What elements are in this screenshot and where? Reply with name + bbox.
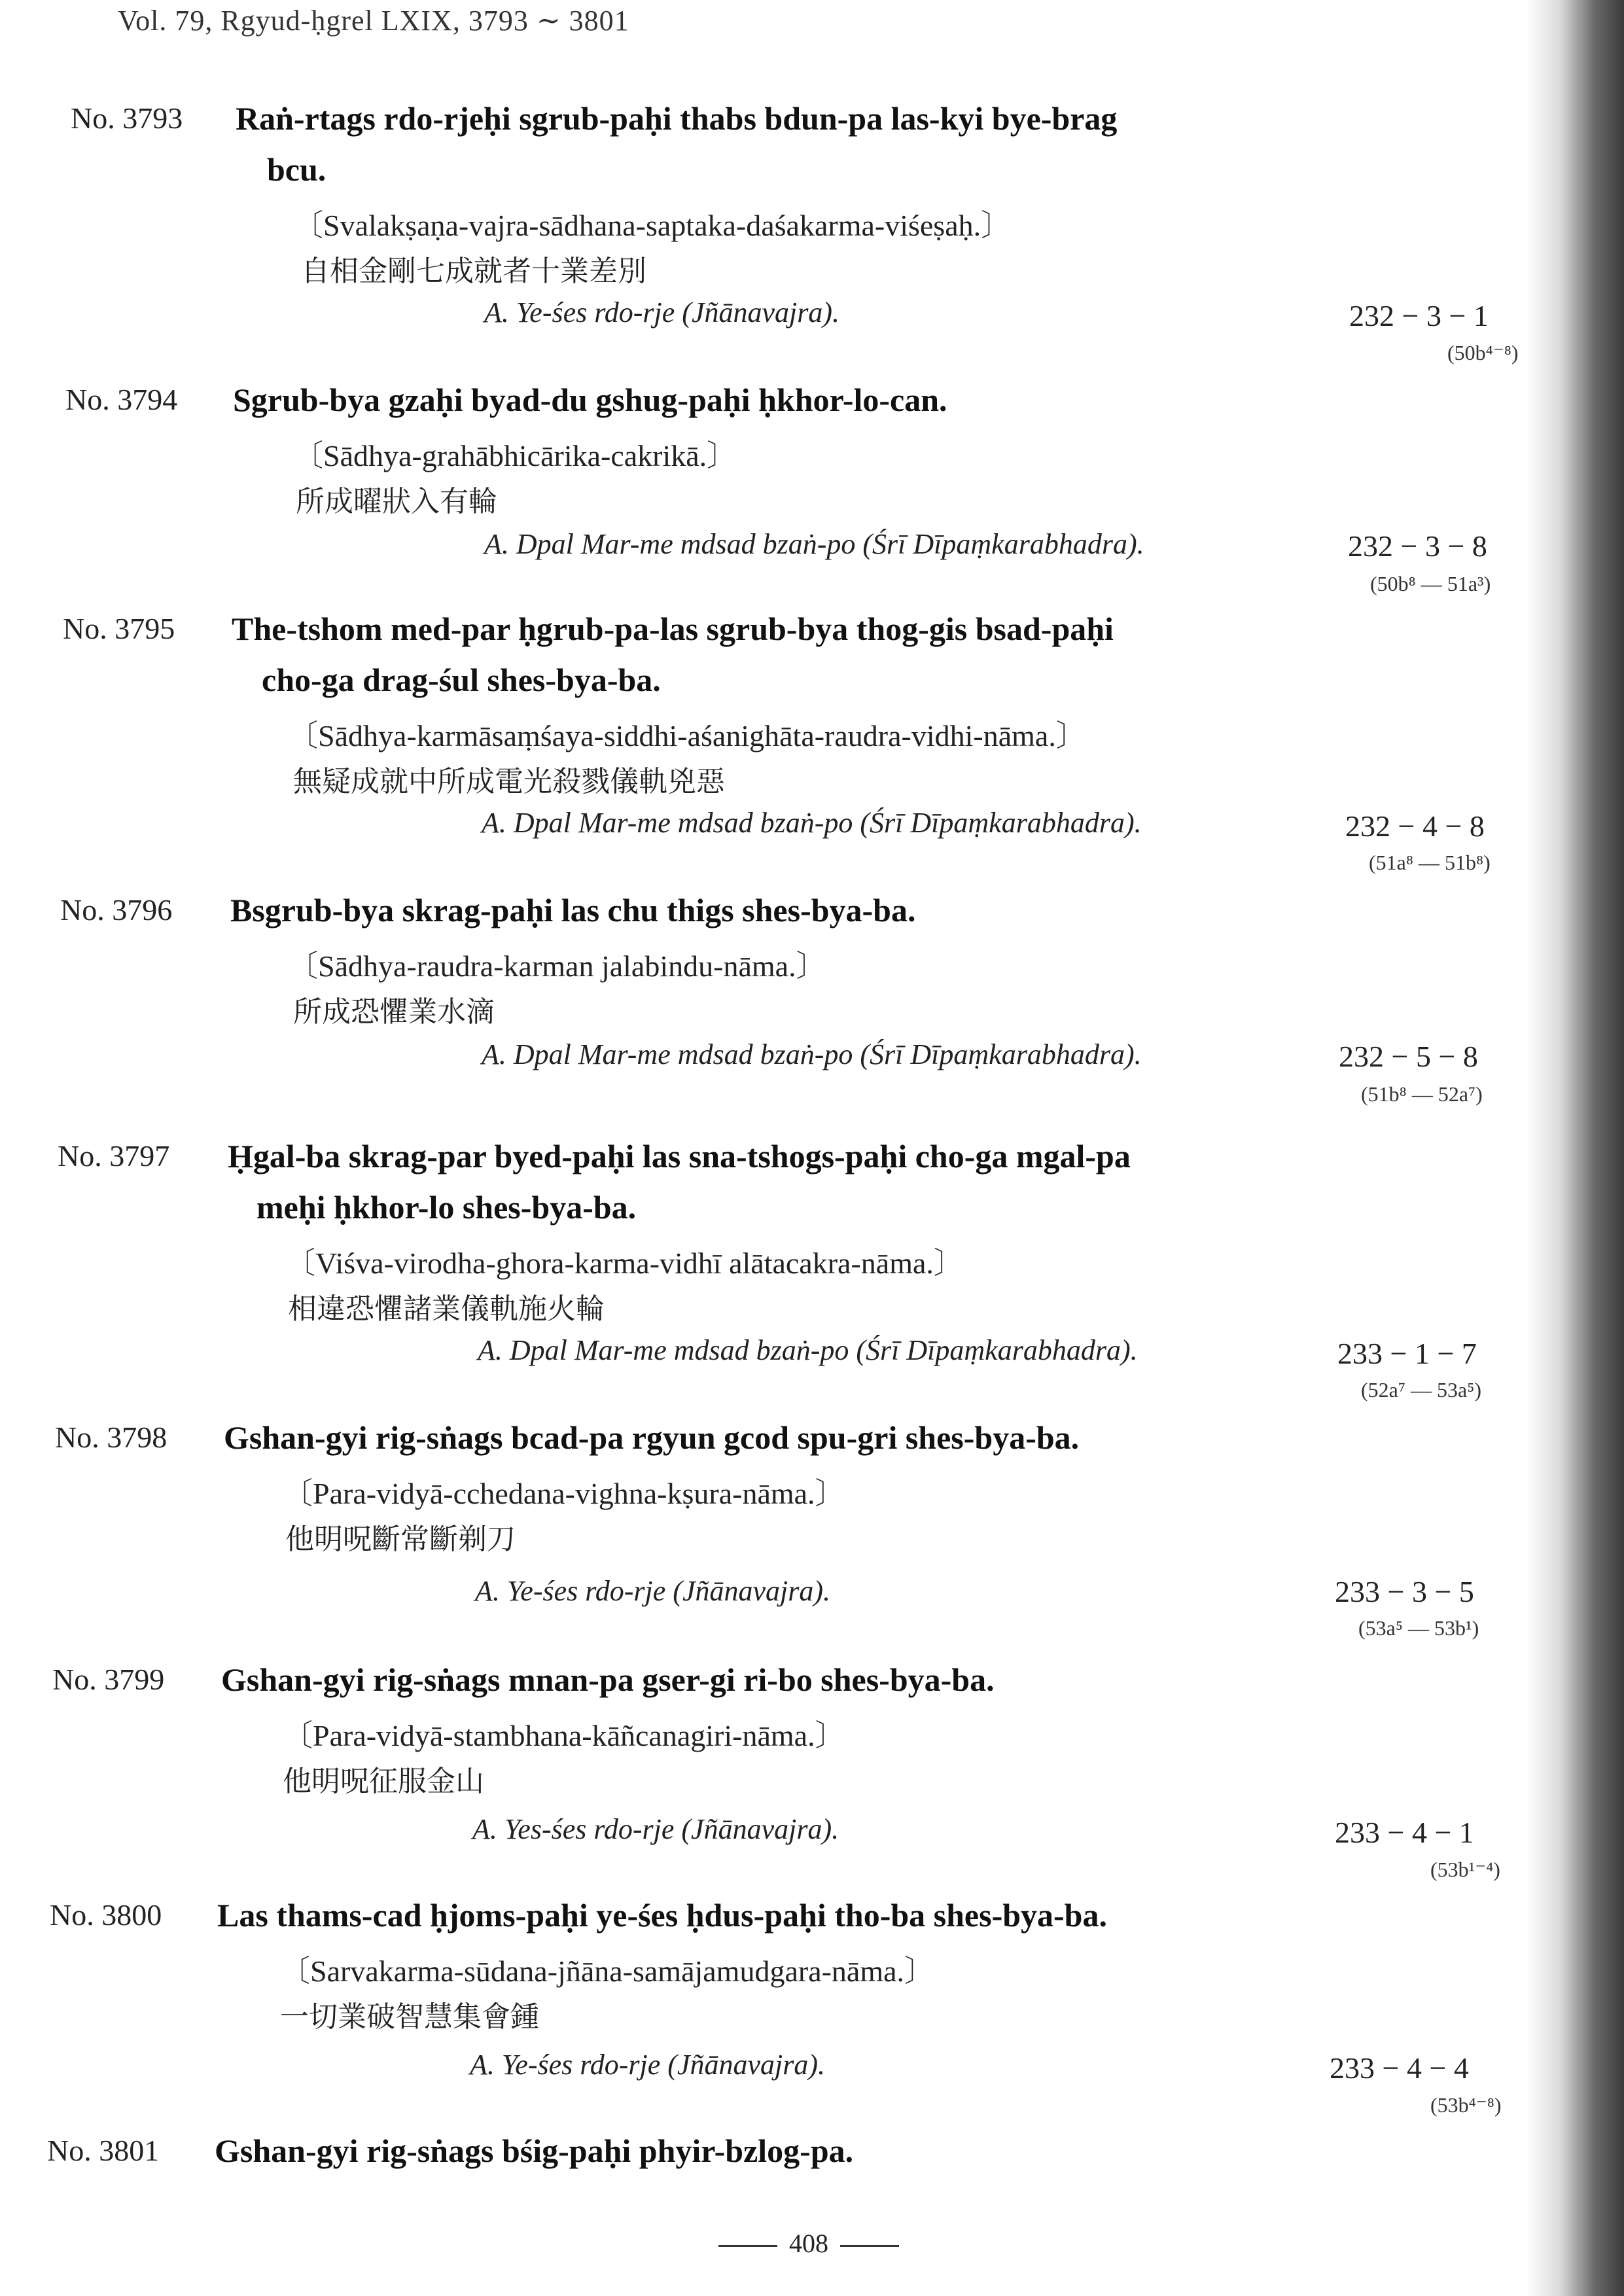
author-line: A. Ye-śes rdo-rje (Jñānavajra). bbox=[475, 1575, 830, 1607]
catalog-reference: 233 − 3 − 5 bbox=[1335, 1575, 1474, 1608]
sanskrit-title: 〔Sādhya-grahābhicārika-cakrikā.〕 bbox=[293, 439, 737, 472]
entry-title: Gshan-gyi rig-sṅags bcad-pa rgyun gcod spu-gri shes-bya-ba. bbox=[224, 1419, 1080, 1456]
entry-title: Las thams-cad ḥjoms-paḥi ye-śes ḥdus-paḥi tho-ba shes-bya-ba. bbox=[217, 1897, 1107, 1934]
entry-title: The-tshom med-par ḥgrub-pa-las sgrub-bya thog-gis bsad-paḥi bbox=[232, 610, 1114, 647]
folio-range: (51a⁸ — 51b⁸) bbox=[1369, 851, 1491, 874]
entry-number: No. 3794 bbox=[65, 383, 178, 416]
sanskrit-title: 〔Svalakṣaṇa-vajra-sādhana-saptaka-daśakarma-viśeṣaḥ.〕 bbox=[293, 209, 1012, 242]
catalog-reference: 232 − 3 − 8 bbox=[1348, 529, 1487, 563]
sanskrit-title: 〔Para-vidyā-stambhana-kāñcanagiri-nāma.〕 bbox=[283, 1719, 845, 1752]
entry-number: No. 3801 bbox=[47, 2134, 160, 2167]
entry-number: No. 3798 bbox=[55, 1421, 168, 1454]
entry-title: Sgrub-bya gzaḥi byad-du gshug-paḥi ḥkhor-lo-can. bbox=[233, 381, 947, 418]
catalog-reference: 233 − 4 − 1 bbox=[1335, 1816, 1474, 1849]
page-number-text: 408 bbox=[789, 2229, 828, 2258]
entry-number: No. 3795 bbox=[63, 612, 175, 645]
entry-title: Bsgrub-bya skrag-paḥi las chu thigs shes-bya-ba. bbox=[230, 892, 916, 928]
author-line: A. Dpal Mar-me mdsad bzaṅ-po (Śrī Dīpaṃkarabhadra). bbox=[484, 528, 1144, 560]
scanned-page-edge bbox=[1526, 0, 1624, 2296]
catalog-reference: 233 − 4 − 4 bbox=[1330, 2051, 1469, 2085]
author-line: A. Dpal Mar-me mdsad bzaṅ-po (Śrī Dīpaṃkarabhadra). bbox=[482, 1038, 1142, 1070]
folio-range: (53b⁴⁻⁸) bbox=[1430, 2093, 1502, 2117]
entry-number: No. 3797 bbox=[58, 1139, 170, 1173]
entry-title-continued: cho-ga drag-śul shes-bya-ba. bbox=[262, 662, 661, 698]
sanskrit-title: 〔Viśva-virodha-ghora-karma-vidhī alātacakra-nāma.〕 bbox=[285, 1246, 964, 1280]
entry-title-continued: meḥi ḥkhor-lo shes-bya-ba. bbox=[256, 1189, 637, 1226]
entry-title: Raṅ-rtags rdo-rjeḥi sgrub-paḥi thabs bdun-pa las-kyi bye-brag bbox=[236, 100, 1118, 137]
sanskrit-title: 〔Para-vidyā-cchedana-vighna-kṣura-nāma.〕 bbox=[283, 1477, 845, 1510]
page-number-dash-left bbox=[718, 2245, 777, 2247]
catalog-reference: 232 − 5 − 8 bbox=[1339, 1040, 1478, 1073]
chinese-title: 一切業破智慧集會鍾 bbox=[280, 2000, 539, 2034]
entry-title: Gshan-gyi rig-sṅags mnan-pa gser-gi ri-bo shes-bya-ba. bbox=[221, 1661, 995, 1698]
chinese-title: 所成恐懼業水滴 bbox=[293, 995, 495, 1029]
folio-range: (52a⁷ — 53a⁵) bbox=[1361, 1378, 1482, 1402]
sanskrit-title: 〔Sādhya-raudra-karman jalabindu-nāma.〕 bbox=[288, 949, 826, 983]
entry-title-continued: bcu. bbox=[267, 151, 327, 188]
author-line: A. Ye-śes rdo-rje (Jñānavajra). bbox=[484, 296, 839, 328]
entry-title: Ḥgal-ba skrag-par byed-paḥi las sna-tshogs-paḥi cho-ga mgal-pa bbox=[228, 1138, 1131, 1174]
entry-number: No. 3796 bbox=[60, 893, 173, 927]
chinese-title: 所成曜狀入有輪 bbox=[296, 485, 497, 518]
folio-range: (53a⁵ — 53b¹) bbox=[1358, 1616, 1479, 1640]
page-number-dash-right bbox=[840, 2245, 899, 2247]
page-number bbox=[707, 2228, 911, 2259]
catalog-reference: 232 − 4 − 8 bbox=[1345, 809, 1485, 843]
folio-range: (53b¹⁻⁴) bbox=[1430, 1858, 1500, 1881]
chinese-title: 他明呪斷常斷剃刀 bbox=[285, 1523, 516, 1556]
chinese-title: 無疑成就中所成電光殺戮儀軌兇惡 bbox=[293, 765, 725, 798]
entry-title: Gshan-gyi rig-sṅags bśig-paḥi phyir-bzlog-pa. bbox=[215, 2132, 854, 2169]
catalog-reference: 233 − 1 − 7 bbox=[1337, 1337, 1477, 1370]
author-line: A. Ye-śes rdo-rje (Jñānavajra). bbox=[470, 2049, 825, 2081]
chinese-title: 相違恐懼諸業儀軌施火輪 bbox=[288, 1292, 605, 1326]
sanskrit-title: 〔Sādhya-karmāsaṃśaya-siddhi-aśanighāta-raudra-vidhi-nāma.〕 bbox=[288, 719, 1086, 752]
folio-range: (50b⁸ — 51a³) bbox=[1370, 572, 1491, 595]
entry-number: No. 3793 bbox=[71, 101, 183, 135]
author-line: A. Yes-śes rdo-rje (Jñānavajra). bbox=[472, 1813, 839, 1845]
catalog-reference: 232 − 3 − 1 bbox=[1349, 299, 1489, 332]
author-line: A. Dpal Mar-me mdsad bzaṅ-po (Śrī Dīpaṃkarabhadra). bbox=[478, 1334, 1138, 1366]
sanskrit-title: 〔Sarvakarma-sūdana-jñāna-samājamudgara-nāma.〕 bbox=[280, 1954, 935, 1988]
chinese-title: 他明呪征服金山 bbox=[283, 1765, 484, 1798]
entry-number: No. 3799 bbox=[52, 1663, 165, 1696]
running-head: Vol. 79, Rgyud-ḥgrel LXIX, 3793 ∼ 3801 bbox=[118, 5, 629, 37]
chinese-title: 自相金剛七成就者十業差別 bbox=[301, 255, 646, 288]
folio-range: (51b⁸ — 52a⁷) bbox=[1361, 1082, 1483, 1106]
entry-number: No. 3800 bbox=[50, 1898, 162, 1932]
author-line: A. Dpal Mar-me mdsad bzaṅ-po (Śrī Dīpaṃkarabhadra). bbox=[482, 807, 1142, 839]
folio-range: (50b⁴⁻⁸) bbox=[1447, 341, 1519, 364]
